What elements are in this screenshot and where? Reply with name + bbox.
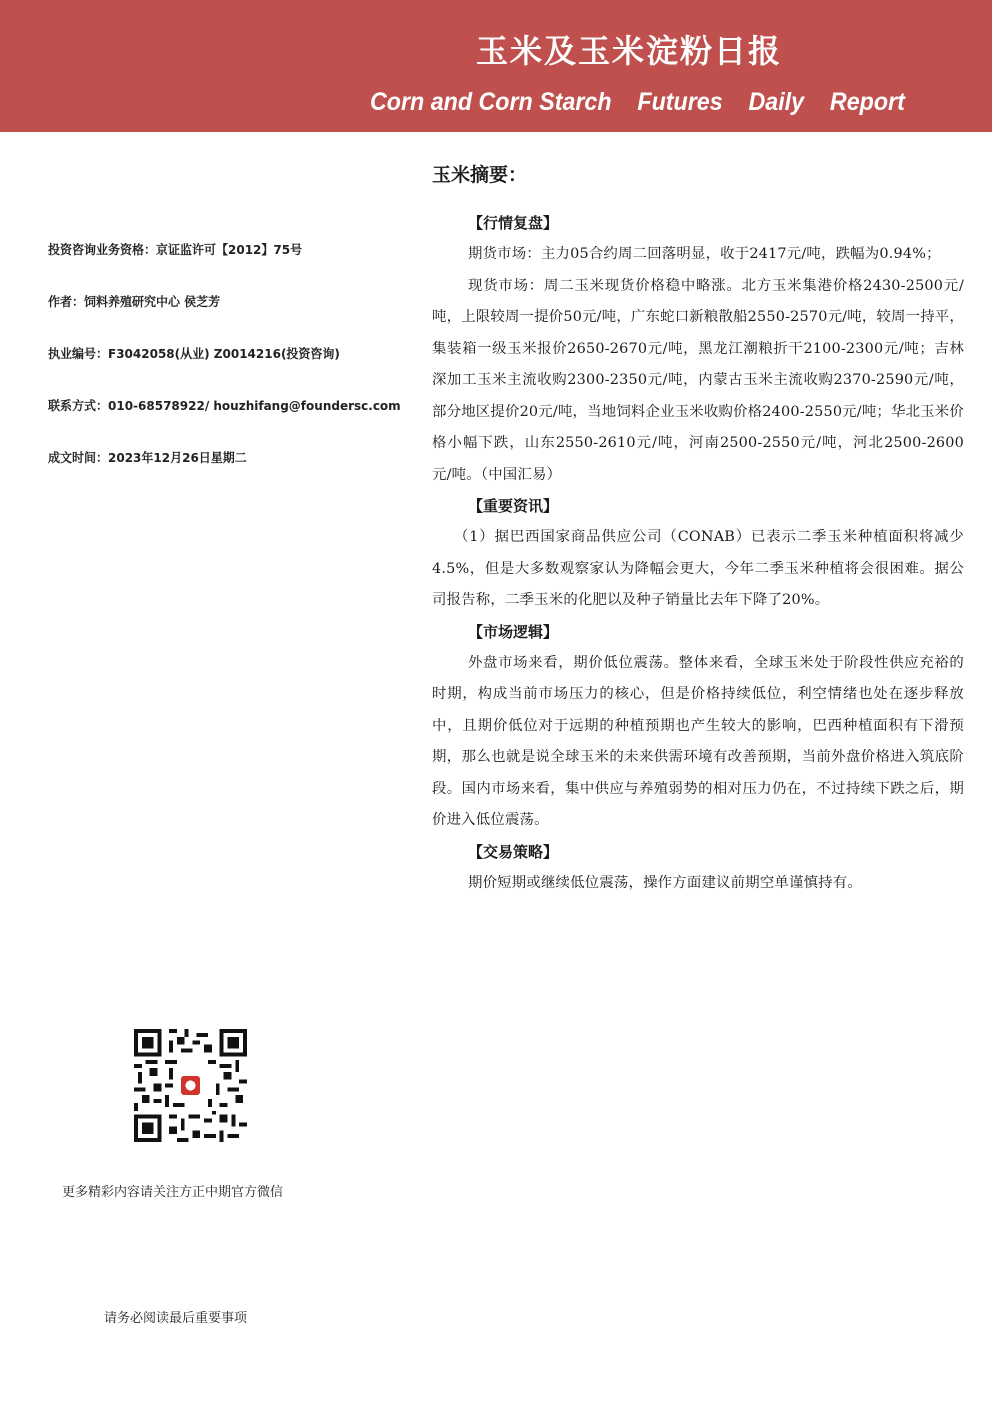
futures-market-text: 期货市场：主力05合约周二回落明显，收于2417元/吨，跌幅为0.94%； xyxy=(468,246,941,262)
market-logic-text: 外盘市场来看，期价低位震荡。整体来看，全球玉米处于阶段性供应充裕的时期，构成当前市场压力的核心，但是价格持续低位，利空情绪也处在逐步释放中，且期价低位对于远期的种植预期也产生较大的影响，巴西种植面积有下滑预期，那么也就是说全球玉米的未来供需环境有改善预期，当前外盘价格进入筑底阶段。国内市场来看，集中供应与养殖弱势的相对压力仍在，不过持续下跌之后，期价进入低位震荡。 xyxy=(432,654,964,828)
section-news: 【重要资讯】 xyxy=(468,497,559,515)
section-market-review: 【行情复盘】 xyxy=(468,214,559,232)
trading-strategy-text: 期价短期或继续低位震荡，操作方面建议前期空单谨慎持有。 xyxy=(468,874,862,891)
date-line: 成文时间：2023年12月26日星期二 xyxy=(48,450,247,465)
author-line: 作者：饲料养殖研究中心 侯芝芳 xyxy=(48,294,221,309)
report-subtitle: Corn and Corn Starch Futures Daily Report xyxy=(370,88,905,116)
qr-code-icon xyxy=(134,1029,247,1142)
disclaimer-note: 请务必阅读最后重要事项 xyxy=(104,1311,248,1326)
section-market-logic: 【市场逻辑】 xyxy=(468,622,559,641)
qr-caption: 更多精彩内容请关注方正中期官方微信 xyxy=(62,1185,284,1200)
license-line: 执业编号：F3042058(从业) Z0014216(投资咨询) xyxy=(48,346,340,361)
qualification-line: 投资咨询业务资格：京证监许可【2012】75号 xyxy=(48,242,303,257)
author-info-panel xyxy=(48,240,428,500)
summary-heading: 玉米摘要： xyxy=(432,164,528,186)
news-item-1: （1）据巴西国家商品供应公司（CONAB）已表示二季玉米种植面积将减少4.5%，但是大多数观察家认为降幅会更大，今年二季玉米种植将会很困难。据公司报告称，二季玉米的化肥以及种子销量比去年下降了20%。 xyxy=(432,529,964,608)
corn-summary xyxy=(432,160,964,899)
report-title: 玉米及玉米淀粉日报 xyxy=(476,32,783,70)
contact-line[interactable]: 联系方式：010-68578922/ houzhifang@foundersc.com xyxy=(48,398,401,413)
section-trading-strategy: 【交易策略】 xyxy=(468,842,559,861)
spot-market-text: 现货市场：周二玉米现货价格稳中略涨。北方玉米集港价格2430-2500元/吨，上限较周一提价50元/吨，广东蛇口新粮散船2550-2570元/吨，较周一持平，集装箱一级玉米报价2650-2670元/吨，黑龙江潮粮折干2100-2300元/吨；吉林深加工玉米主流收购2300-2350元/吨，内蒙古玉米主流收购2370-2590元/吨，部分地区提价20元/吨，当地饲料企业玉米收购价格2400-2550元/吨；华北玉米价格小幅下跌，山东2550-2610元/吨，河南2500-2550元/吨，河北2500-2600元/吨。（中国汇易） xyxy=(432,277,964,483)
header-banner xyxy=(0,0,992,132)
